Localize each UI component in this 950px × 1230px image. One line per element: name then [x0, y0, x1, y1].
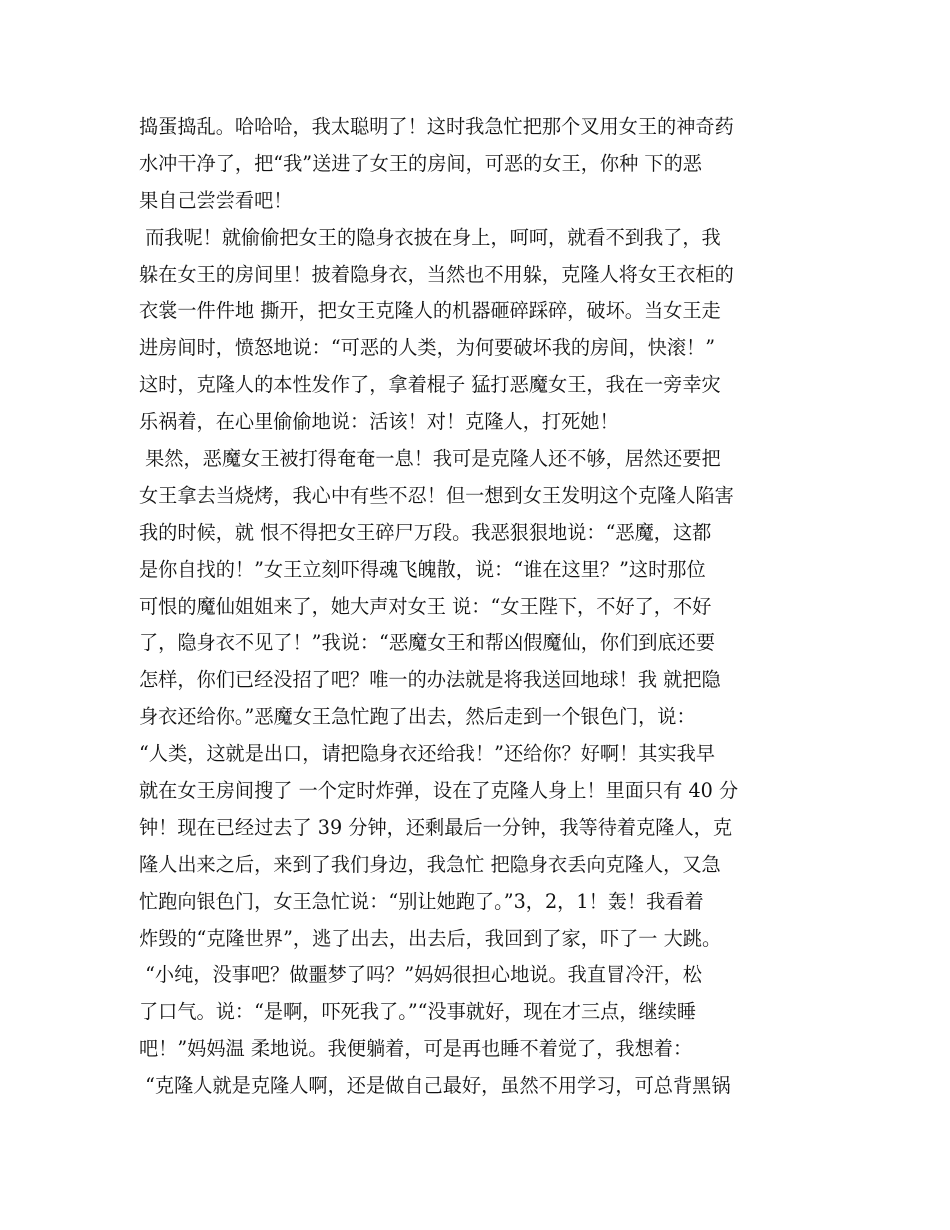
text-line: 了，隐身衣不见了！”我说：“恶魔女王和帮凶假魔仙，你们到底还要: [139, 631, 716, 655]
text-line: 隆人出来之后，来到了我们身边，我急忙 把隐身衣丢向克隆人，又急: [139, 852, 721, 876]
text-line: 忙跑向银色门，女王急忙说：“别让她跑了。”3，2，1！轰！我看着: [139, 889, 704, 913]
text-line: 是你自找的！”女王立刻吓得魂飞魄散，说：“谁在这里？”这时那位: [139, 557, 706, 581]
text-line: 捣蛋捣乱。哈哈哈，我太聪明了！这时我急忙把那个叉用女王的神奇药: [139, 115, 734, 138]
text-line: 身衣还给你。”恶魔女王急忙跑了出去，然后走到一个银色门，说：: [139, 705, 696, 729]
text-line: 就在女王房间搜了 一个定时炸弹，设在了克隆人身上！里面只有 40 分: [139, 779, 739, 803]
text-line: 了口气。说：“是啊，吓死我了。”“没事就好，现在才三点，继续睡: [139, 1000, 697, 1024]
text-line: 女王拿去当烧烤，我心中有些不忍！但一想到女王发明这个克隆人陷害: [139, 483, 734, 507]
text-line: 乐祸着，在心里偷偷地说：活该！对！克隆人，打死她！: [139, 410, 619, 434]
text-line: 果自己尝尝看吧！: [139, 188, 293, 212]
text-line: 可恨的魔仙姐姐来了，她大声对女王 说：“女王陛下，不好了，不好: [139, 594, 712, 618]
text-line: 水冲干净了，把“我”送进了女王的房间，可恶的女王，你种 下的恶: [139, 151, 702, 175]
body-text: [139, 109, 819, 1105]
text-line: 钟！现在已经过去了 39 分钟，还剩最后一分钟，我等待着克隆人，克: [139, 815, 733, 839]
text-line: 炸毁的“克隆世界”，逃了出去，出去后，我回到了家，吓了一 大跳。: [139, 926, 722, 950]
text-line: 进房间时，愤怒地说：“可恶的人类，为何要破坏我的房间，快滚！”: [139, 336, 716, 360]
text-line: 而我呢！就偷偷把女王的隐身衣披在身上，呵呵，就看不到我了，我: [139, 225, 721, 249]
text-line: 我的时候，就 恨不得把女王碎尸万段。我恶狠狠地说：“恶魔，这都: [139, 520, 712, 544]
text-line: “小纯，没事吧？做噩梦了吗？”妈妈很担心地说。我直冒冷汗，松: [139, 963, 702, 987]
text-line: 衣裳一件件地 撕开，把女王克隆人的机器砸碎踩碎，破坏。当女王走: [139, 299, 721, 323]
text-line: 躲在女王的房间里！披着隐身衣，当然也不用躲，克隆人将女王衣柜的: [139, 262, 734, 286]
text-line: 怎样，你们已经没招了吧？唯一的办法就是将我送回地球！我 就把隐: [139, 668, 721, 692]
text-line: 这时，克隆人的本性发作了，拿着棍子 猛打恶魔女王，我在一旁幸灾: [139, 373, 721, 397]
text-line: 吧！”妈妈温 柔地说。我便躺着，可是再也睡不着觉了，我想着：: [139, 1037, 693, 1061]
text-line: “克隆人就是克隆人啊，还是做自己最好，虽然不用学习，可总背黑锅: [139, 1074, 731, 1098]
text-line: “人类，这就是出口，请把隐身衣还给我！”还给你？好啊！其实我早: [139, 742, 716, 766]
text-line: 果然，恶魔女王被打得奄奄一息！我可是克隆人还不够，居然还要把: [139, 447, 721, 471]
